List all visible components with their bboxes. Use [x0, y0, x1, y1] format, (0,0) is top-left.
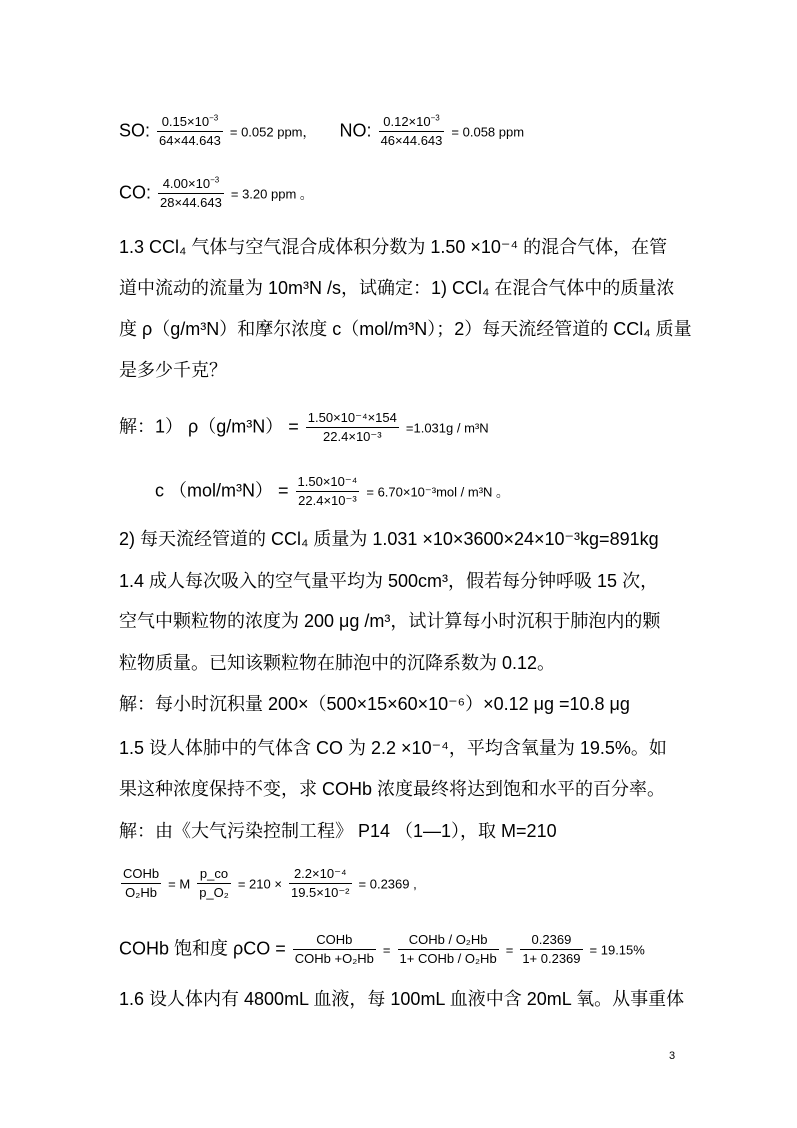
solution-rho-prefix: 解：1） ρ（g/m³N） = [119, 416, 299, 437]
saturation-fraction-3 [520, 932, 582, 967]
problem-1-5-line-2: 果这种浓度保持不变，求 COHb 浓度最终将达到饱和水平的百分率。 [119, 779, 666, 799]
so2-numerator: 0.15×10 [161, 114, 210, 129]
saturation-f1-numerator: COHb [293, 932, 376, 950]
problem-1-3-line-4: 是多少千克？ [119, 360, 227, 380]
solution-rho-fraction [306, 410, 399, 445]
solution-c-result: = 6.70×10⁻³mol / m³N 。 [366, 484, 510, 500]
solution-1-4: 解：每小时沉积量 200×（500×15×60×10⁻⁶）×0.12 μg =10.8 μg [119, 694, 630, 714]
co-line [119, 176, 313, 211]
problem-1-5-line-1: 1.5 设人体肺中的气体含 CO 为 2.2 ×10⁻⁴，平均含氧量为 19.5%。如 [119, 738, 667, 758]
no2-fraction [379, 114, 445, 149]
co-numerator: 4.00×10 [162, 176, 211, 191]
problem-1-4-line-1: 1.4 成人每次吸入的空气量平均为 500cm³，假若每分钟呼吸 15 次， [119, 571, 659, 591]
solution-1-3-rho [119, 410, 489, 445]
problem-1-4-line-2: 空气中颗粒物的浓度为 200 μg /m³，试计算每小时沉积于肺泡内的颗 [119, 611, 661, 631]
solution-rho-numerator: 1.50×10⁻⁴×154 [306, 410, 399, 428]
solution-1-5: 解：由《大气污染控制工程》 P14 （1—1），取 M=210 [119, 821, 557, 841]
eq15-value-fraction [289, 866, 352, 901]
saturation-equals-1: = [382, 942, 391, 958]
eq15-lhs-denominator: O₂Hb [125, 885, 157, 900]
eq15-p-fraction [197, 866, 231, 901]
saturation-prefix: COHb 饱和度 ρCO = [119, 938, 286, 959]
saturation-f3-numerator: 0.2369 [520, 932, 582, 950]
problem-1-3-line-2: 道中流动的流量为 10m³N /s，试确定：1) CCl₄ 在混合气体中的质量浓 [119, 278, 675, 298]
so2-denominator: 64×44.643 [159, 133, 221, 148]
solution-rho-result: =1.031g / m³N [405, 420, 489, 436]
no2-result: = 0.058 ppm [451, 124, 525, 140]
co-result: = 3.20 ppm 。 [230, 186, 313, 202]
problem-1-6-line-1: 1.6 设人体内有 4800mL 血液，每 100mL 血液中含 20mL 氧。从事重体 [119, 989, 685, 1009]
equation-1-5 [119, 866, 417, 901]
problem-1-3-line-1: 1.3 CCl₄ 气体与空气混合成体积分数为 1.50 ×10⁻⁴ 的混合气体，在管 [119, 237, 668, 257]
eq15-result: = 0.2369 , [358, 876, 417, 892]
solution-c-prefix: c （mol/m³N） = [155, 480, 289, 501]
so2-result: = 0.052 ppm， [229, 124, 316, 140]
saturation-f2-numerator: COHb / O₂Hb [398, 932, 499, 950]
saturation-result: = 19.15% [589, 942, 645, 958]
no2-denominator: 46×44.643 [380, 133, 443, 148]
co-denominator: 28×44.643 [160, 195, 222, 210]
no2-label: NO: [339, 120, 372, 141]
saturation-fraction-1 [293, 932, 376, 967]
co-fraction [158, 176, 224, 211]
solution-rho-denominator: 22.4×10⁻³ [323, 429, 382, 444]
saturation-f2-denominator: 1+ COHb / O₂Hb [399, 951, 497, 966]
solution-1-3-c [155, 474, 509, 509]
eq15-lhs-fraction [121, 866, 161, 901]
so2-label: SO: [119, 120, 151, 141]
eq15-p-denominator: p_O₂ [199, 885, 229, 900]
problem-1-4-line-3: 粒物质量。已知该颗粒物在肺泡中的沉降系数为 0.12。 [119, 653, 556, 673]
saturation-f1-denominator: COHb +O₂Hb [294, 951, 374, 966]
eq15-value-numerator: 2.2×10⁻⁴ [289, 866, 352, 884]
eq15-m: = M [168, 876, 191, 892]
no2-numerator: 0.12×10 [383, 114, 431, 129]
eq15-mid: = 210 × [237, 876, 282, 892]
solution-c-numerator: 1.50×10⁻⁴ [296, 474, 360, 492]
solution-c-denominator: 22.4×10⁻³ [298, 493, 357, 508]
eq15-value-denominator: 19.5×10⁻² [290, 885, 350, 900]
so2-fraction [157, 114, 223, 149]
saturation-fraction-2 [398, 932, 499, 967]
saturation-equation [119, 932, 645, 967]
eq15-p-numerator: p_co [197, 866, 231, 884]
so2-numerator-exp: −3 [209, 113, 219, 123]
co-numerator-exp: −3 [210, 175, 220, 185]
no2-numerator-exp: −3 [430, 113, 440, 123]
solution-1-3-part-2: 2) 每天流经管道的 CCl₄ 质量为 1.031 ×10×3600×24×10⁻³kg=891kg [119, 529, 659, 549]
solution-c-fraction [296, 474, 360, 509]
page-number: 3 [669, 1050, 676, 1062]
saturation-equals-2: = [505, 942, 514, 958]
co-label: CO: [119, 182, 152, 203]
saturation-f3-denominator: 1+ 0.2369 [522, 951, 581, 966]
so2-no2-line [119, 114, 524, 149]
eq15-lhs-numerator: COHb [121, 866, 161, 884]
problem-1-3-line-3: 度 ρ（g/m³N）和摩尔浓度 c（mol/m³N）；2）每天流经管道的 CCl₄ 质量 [119, 319, 692, 339]
